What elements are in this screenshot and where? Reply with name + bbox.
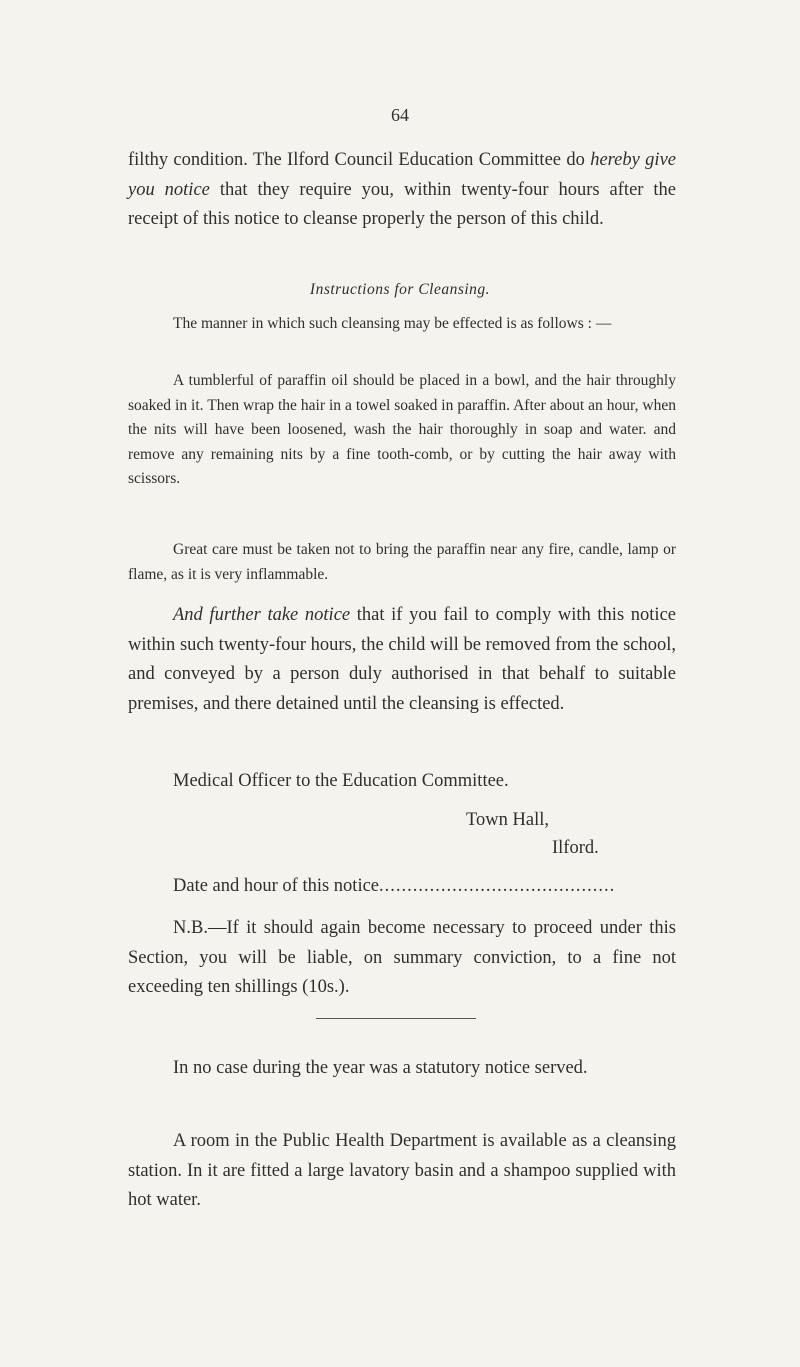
- statutory-notice-paragraph: In no case during the year was a statutory notice served.: [173, 1058, 588, 1078]
- cleansing-station-paragraph: A room in the Public Health Department is available as a cleansing station. In it are fitted a large lavatory basin and a shampoo supplied with hot water.: [128, 1131, 676, 1210]
- instructions-heading: Instructions for Cleansing.: [309, 281, 491, 298]
- notice-text-b: that they require you, within twenty-four hours after the receipt of this notice to cleanse properly the person of this child.: [128, 179, 676, 229]
- section-divider: [316, 1018, 476, 1019]
- further-notice-text: that if you fail to comply with this notice within such twenty-four hours, the child will be removed from the school, and conveyed by a person duly authorised in that behalf to suitable premises, and there detained until the cleansing is effected.: [128, 605, 676, 714]
- further-notice-paragraph: [128, 601, 676, 719]
- address-line-2: Ilford.: [552, 838, 599, 858]
- instructions-intro: The manner in which such cleansing may be effected is as follows : —: [173, 315, 612, 332]
- instructions-warning: Great care must be taken not to bring the paraffin near any fire, candle, lamp or flame, as it is very inflammable.: [128, 541, 676, 583]
- date-hour-line: [173, 872, 615, 902]
- notice-text-a: filthy condition. The Ilford Council Education Committee do: [128, 150, 591, 170]
- signature-line: Medical Officer to the Education Committee.: [173, 771, 509, 791]
- date-hour-label: Date and hour of this notice: [173, 876, 380, 896]
- date-hour-dots: ..........................................: [379, 876, 616, 896]
- instructions-body: A tumblerful of paraffin oil should be placed in a bowl, and the hair throughly soaked in it. Then wrap the hair in a towel soaked in paraffin. After about an hour, when the nits will have been loosened, wash the hair thoroughly in soap and water. and remove any remaining nits by a fine tooth-comb, or by cutting the hair away with scissors.: [128, 372, 676, 487]
- notice-paragraph: [128, 146, 676, 235]
- address-line-1: Town Hall,: [466, 810, 549, 830]
- nb-paragraph: N.B.—If it should again become necessary to proceed under this Section, you will be liable, on summary conviction, to a fine not exceeding ten shillings (10s.).: [128, 918, 676, 997]
- further-notice-emphasis: And further take notice: [173, 605, 351, 625]
- notice-emphasis: hereby give you notice: [128, 150, 676, 200]
- page-number: 64: [391, 105, 409, 125]
